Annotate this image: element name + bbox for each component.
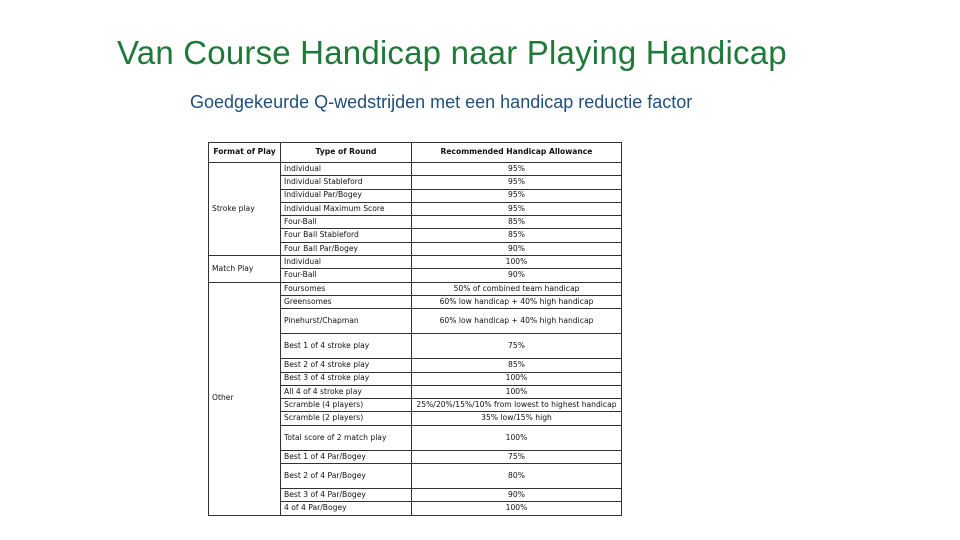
allowance-cell: 75% <box>412 334 622 359</box>
round-type-cell: Four Ball Par/Bogey <box>281 242 412 255</box>
round-type-cell: Individual <box>281 163 412 176</box>
round-type-cell: All 4 of 4 stroke play <box>281 385 412 398</box>
round-type-cell: Four-Ball <box>281 216 412 229</box>
allowance-cell: 35% low/15% high <box>412 412 622 425</box>
round-type-cell: Individual Stableford <box>281 176 412 189</box>
round-type-cell: Best 3 of 4 Par/Bogey <box>281 489 412 502</box>
header-type: Type of Round <box>281 143 412 163</box>
allowance-cell: 80% <box>412 464 622 489</box>
header-allowance: Recommended Handicap Allowance <box>412 143 622 163</box>
round-type-cell: Greensomes <box>281 295 412 308</box>
round-type-cell: 4 of 4 Par/Bogey <box>281 502 412 515</box>
allowance-cell: 95% <box>412 189 622 202</box>
allowance-cell: 95% <box>412 202 622 215</box>
format-cell: Stroke play <box>209 163 281 256</box>
round-type-cell: Scramble (4 players) <box>281 399 412 412</box>
table-row <box>209 163 622 176</box>
allowance-cell: 100% <box>412 425 622 450</box>
allowance-cell: 60% low handicap + 40% high handicap <box>412 295 622 308</box>
slide-title: Van Course Handicap naar Playing Handicap <box>117 34 787 71</box>
round-type-cell: Individual Maximum Score <box>281 202 412 215</box>
handicap-allowance-table <box>208 142 622 516</box>
table-row <box>209 282 622 295</box>
slide-subtitle: Goedgekeurde Q-wedstrijden met een handicap reductie factor <box>190 92 693 112</box>
allowance-cell: 90% <box>412 269 622 282</box>
allowance-cell: 95% <box>412 163 622 176</box>
round-type-cell: Pinehurst/Chapman <box>281 309 412 334</box>
allowance-cell: 100% <box>412 372 622 385</box>
allowance-cell: 50% of combined team handicap <box>412 282 622 295</box>
table-body <box>209 163 622 516</box>
allowance-cell: 100% <box>412 385 622 398</box>
table-row <box>209 256 622 269</box>
round-type-cell: Scramble (2 players) <box>281 412 412 425</box>
round-type-cell: Total score of 2 match play <box>281 425 412 450</box>
allowance-cell: 95% <box>412 176 622 189</box>
round-type-cell: Best 1 of 4 Par/Bogey <box>281 450 412 463</box>
header-format: Format of Play <box>209 143 281 163</box>
round-type-cell: Four-Ball <box>281 269 412 282</box>
allowance-cell: 85% <box>412 216 622 229</box>
round-type-cell: Individual Par/Bogey <box>281 189 412 202</box>
round-type-cell: Foursomes <box>281 282 412 295</box>
round-type-cell: Best 2 of 4 stroke play <box>281 359 412 372</box>
round-type-cell: Four Ball Stableford <box>281 229 412 242</box>
format-cell: Other <box>209 282 281 515</box>
allowance-cell: 90% <box>412 242 622 255</box>
round-type-cell: Best 3 of 4 stroke play <box>281 372 412 385</box>
allowance-cell: 75% <box>412 450 622 463</box>
round-type-cell: Individual <box>281 256 412 269</box>
allowance-cell: 85% <box>412 229 622 242</box>
round-type-cell: Best 1 of 4 stroke play <box>281 334 412 359</box>
allowance-cell: 60% low handicap + 40% high handicap <box>412 309 622 334</box>
allowance-cell: 100% <box>412 502 622 515</box>
table-header-row <box>209 143 622 163</box>
allowance-cell: 85% <box>412 359 622 372</box>
allowance-cell: 100% <box>412 256 622 269</box>
round-type-cell: Best 2 of 4 Par/Bogey <box>281 464 412 489</box>
allowance-cell: 25%/20%/15%/10% from lowest to highest handicap <box>412 399 622 412</box>
format-cell: Match Play <box>209 256 281 283</box>
allowance-cell: 90% <box>412 489 622 502</box>
